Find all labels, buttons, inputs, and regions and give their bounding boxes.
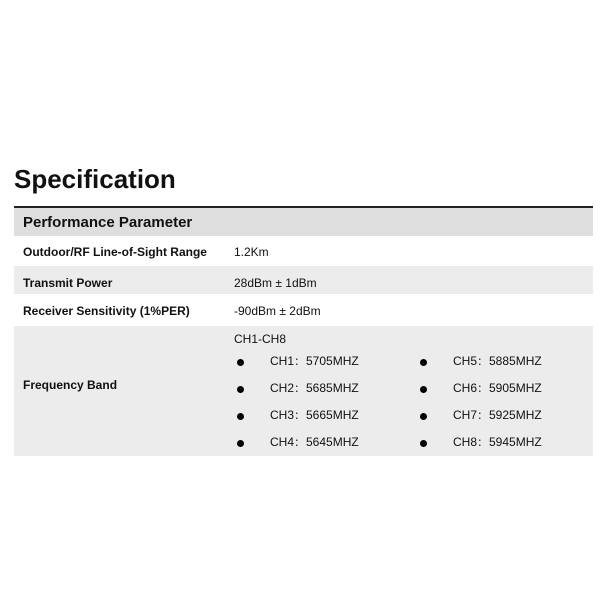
- spec-value: 28dBm ± 1dBm: [234, 276, 317, 290]
- channel-label: CH8：5945MHZ: [453, 435, 542, 449]
- spec-label: Outdoor/RF Line-of-Sight Range: [23, 245, 207, 259]
- spec-value: -90dBm ± 2dBm: [234, 304, 321, 318]
- spec-row-frequency-band: [14, 326, 593, 458]
- bullet-icon: [420, 413, 427, 420]
- channel-label: CH5：5885MHZ: [453, 354, 542, 368]
- spec-table: [14, 206, 593, 458]
- bullet-icon: [420, 440, 427, 447]
- channel-item: [420, 435, 542, 449]
- bullet-icon: [420, 359, 427, 366]
- channel-label: CH6：5905MHZ: [453, 381, 542, 395]
- channel-item: [420, 408, 542, 422]
- spec-value: CH1-CH8: [234, 332, 287, 346]
- channel-item: [420, 381, 542, 395]
- channel-item: [420, 354, 542, 368]
- page-title: Specification: [14, 164, 176, 194]
- channel-label: CH3：5665MHZ: [270, 408, 359, 422]
- channel-item: [237, 354, 359, 368]
- spec-label: Receiver Sensitivity (1%PER): [23, 304, 190, 318]
- channel-label: CH4：5645MHZ: [270, 435, 359, 449]
- channel-label: CH1：5705MHZ: [270, 354, 359, 368]
- spec-label: Transmit Power: [23, 276, 113, 290]
- spec-value: 1.2Km: [234, 245, 269, 259]
- bullet-icon: [237, 359, 244, 366]
- bullet-icon: [237, 386, 244, 393]
- spec-row-range: [14, 236, 593, 266]
- channel-label: CH2：5685MHZ: [270, 381, 359, 395]
- section-header: Performance Parameter: [14, 206, 593, 236]
- spec-row-transmit-power: [14, 266, 593, 296]
- channel-label: CH7：5925MHZ: [453, 408, 542, 422]
- bullet-icon: [237, 413, 244, 420]
- spec-label: Frequency Band: [23, 378, 118, 392]
- bullet-icon: [420, 386, 427, 393]
- channel-item: [237, 408, 359, 422]
- bullet-icon: [237, 440, 244, 447]
- spec-row-receiver-sensitivity: [14, 296, 593, 326]
- channel-item: [237, 435, 359, 449]
- channel-item: [237, 381, 359, 395]
